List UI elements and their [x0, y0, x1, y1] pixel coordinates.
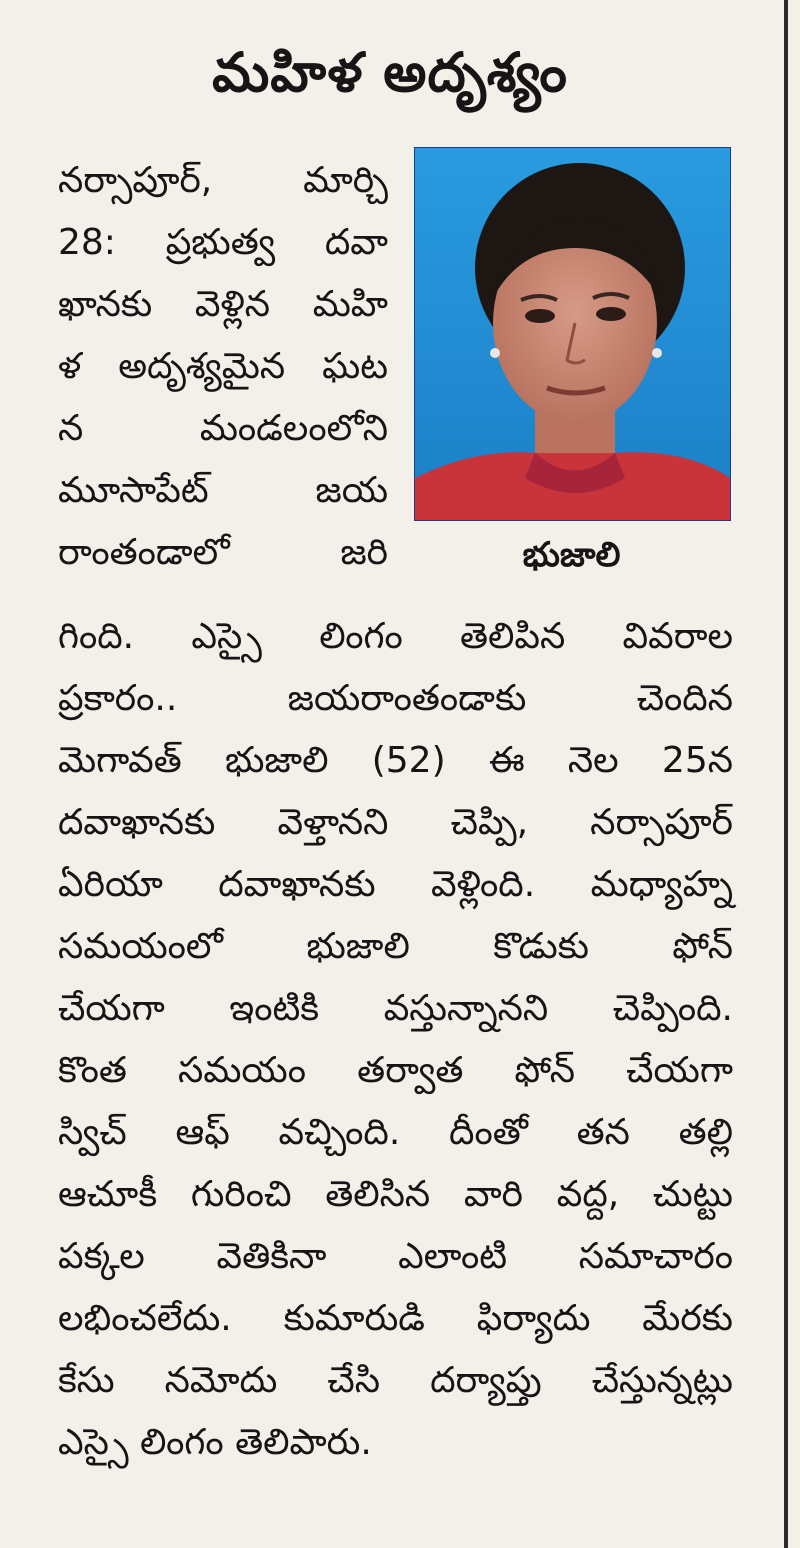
body-line: పక్కల వెతికినా ఎలాంటి సమాచారం: [58, 1236, 733, 1277]
body-line: దవాఖానకు వెళ్తానని చెప్పి, నర్సాపూర్: [58, 802, 733, 843]
body-line: గింది. ఎస్సై లింగం తెలిపిన వివరాల: [58, 616, 733, 657]
body-line: కొంత సమయం తర్వాత ఫోన్ చేయగా: [58, 1050, 733, 1091]
portrait-photo: [414, 147, 731, 521]
body-line: కేసు నమోదు చేసి దర్యాప్తు చేస్తున్నట్లు: [58, 1360, 733, 1401]
headline: మహిళ అదృశ్యం: [212, 41, 568, 104]
body-line: స్విచ్ ఆఫ్ వచ్చింది. దీంతో తన తల్లి: [58, 1112, 733, 1153]
body-line: ఆచూకీ గురించి తెలిసిన వారి వద్ద, చుట్టు: [58, 1174, 733, 1215]
body-line: ప్రకారం.. జయరాంతండాకు చెందిన: [58, 678, 733, 719]
body-line: మెగావత్ భుజాలి (52) ఈ నెల 25న: [58, 740, 733, 781]
body-line: న మండలంలోని: [58, 408, 388, 449]
column-rule: [784, 0, 788, 1548]
body-line: మూసాపేట్ జయ: [58, 470, 388, 511]
body-line: ఏరియా దవాఖానకు వెళ్లింది. మధ్యాహ్న: [58, 864, 733, 905]
body-line: లభించలేదు. కుమారుడి ఫిర్యాదు మేరకు: [58, 1298, 733, 1339]
body-line: 28: ప్రభుత్వ దవా: [58, 222, 388, 263]
body-line: సమయంలో భుజాలి కొడుకు ఫోన్: [58, 926, 733, 967]
body-line: ళ అదృశ్యమైన ఘట: [58, 346, 388, 387]
body-line: ఖానకు వెళ్లిన మహి: [58, 284, 388, 325]
body-line: రాంతండాలో జరి: [58, 532, 388, 573]
body-line: నర్సాపూర్, మార్చి: [58, 160, 388, 201]
body-line: చేయగా ఇంటికి వస్తున్నానని చెప్పింది.: [58, 988, 733, 1029]
body-line: ఎస్సై లింగం తెలిపారు.: [58, 1422, 372, 1463]
photo-caption: భుజాలి: [522, 535, 621, 575]
